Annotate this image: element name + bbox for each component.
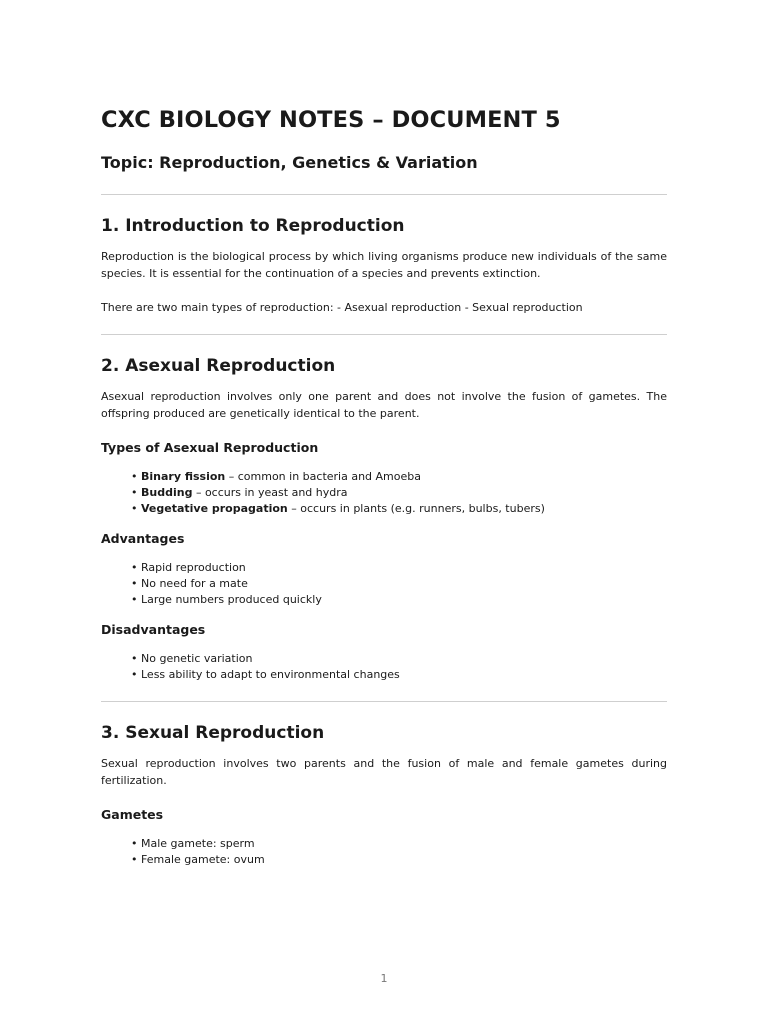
topic-subtitle: Topic: Reproduction, Genetics & Variation [101,153,478,172]
sexual-paragraph: Sexual reproduction involves two parents and the fusion of male and female gametes during fertilization. [101,757,667,787]
section-heading-sexual: 3. Sexual Reproduction [101,723,325,743]
list-item-desc: – occurs in plants (e.g. runners, bulbs, tubers) [287,502,545,515]
subheading-advantages: Advantages [101,531,185,546]
advantages-list [131,560,667,608]
divider-3 [101,701,667,702]
types-list [131,469,667,517]
list-item: • Less ability to adapt to environmental changes [131,667,667,683]
list-item-desc: – occurs in yeast and hydra [192,486,348,499]
section-heading-intro: 1. Introduction to Reproduction [101,216,405,236]
list-item-term: Binary fission [141,470,226,483]
intro-paragraph-2: There are two main types of reproduction: - Asexual reproduction - Sexual reproduction [101,301,583,314]
section-heading-asexual: 2. Asexual Reproduction [101,356,336,376]
list-item: • Female gamete: ovum [131,852,667,868]
list-item: • Rapid reproduction [131,560,667,576]
gametes-list [131,836,667,868]
list-item: • Large numbers produced quickly [131,592,667,608]
subheading-types: Types of Asexual Reproduction [101,440,319,455]
list-item [131,501,667,517]
subheading-gametes: Gametes [101,807,164,822]
divider-2 [101,334,667,335]
list-item-desc: – common in bacteria and Amoeba [225,470,421,483]
asexual-paragraph: Asexual reproduction involves only one parent and does not involve the fusion of gametes. The offspring produced are genetically identical to the parent. [101,390,667,420]
list-item: • No need for a mate [131,576,667,592]
page-number: 1 [380,972,388,985]
list-item-term: Vegetative propagation [141,502,288,515]
document-title: CXC BIOLOGY NOTES – DOCUMENT 5 [101,107,561,133]
list-item [131,469,667,485]
list-item: • Male gamete: sperm [131,836,667,852]
subheading-disadvantages: Disadvantages [101,622,206,637]
divider-1 [101,194,667,195]
page-content [101,104,667,868]
list-item-term: Budding [141,486,193,499]
list-item [131,485,667,501]
intro-paragraph-1: Reproduction is the biological process by which living organisms produce new individuals of the same species. It is essential for the continuation of a species and prevents extinction. [101,250,667,280]
list-item: • No genetic variation [131,651,667,667]
disadvantages-list [131,651,667,683]
